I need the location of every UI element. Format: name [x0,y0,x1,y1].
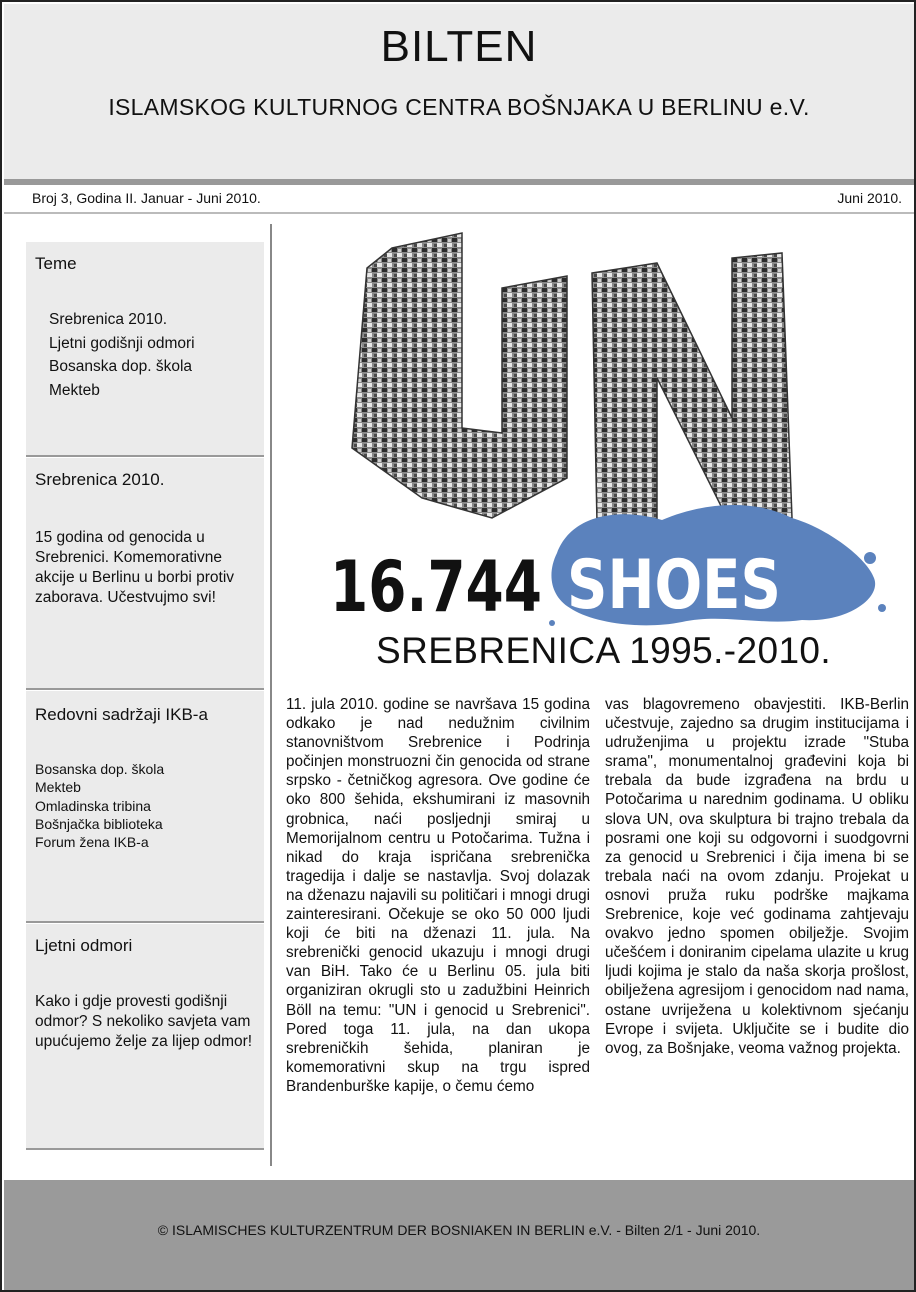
sidebar-box-srebrenica [26,458,264,690]
masthead-divider [4,179,914,185]
masthead [4,4,914,180]
article-column-left: 11. jula 2010. godine se navršava 15 godina odkako je nad nedužnim civilnim stanovništvom Srebrenice i Podrinja počinjen monstruozni čin genocida od strane srpsko - četničkog agresora. Ove godine će oko 800 šehida, ekshumirani iz masovnih grobnica, naći posljednji smiraj u Memorijalnom centru u Potočarima. Tužna i nikad do kraja ispričana srebrenička tragedija i dalje se nastavlja. Svoj dolazak na dženazu najavili su političari i mnogi drugi zainteresirani. Očekuje se oko 50 000 ljudi koji će biti na dženazi 11. jula. Na srebrenički genocid ukazuju i mnogi drugi van BiH. Tako će u Berlinu 05. jula biti organiziran okrugli sto u zadužbini Heinrich Böll na temu: "UN i genocid u Srebrenici". Pored toga 11. jula, na dan ukopa srebreničkih šehida, planiran je komemorativni skup na trgu ispred Brandenburške kapije, o čemu ćemo [286,696,590,1095]
newsletter-title: BILTEN [380,22,538,71]
hero-caption: SREBRENICA 1995.-2010. [376,630,832,671]
issue-divider [4,212,914,214]
un-letters-sculpture [352,233,792,528]
sidebar-text-srebrenica: 15 godina od genocida u Srebrenici. Komemorativne akcije u Berlinu u borbi protiv zaborava. Učestvujmo svi! [35,529,235,606]
regular-item-dopunska-skola: Bosanska dop. škola [35,761,165,777]
shoes-word: SHOES [567,546,781,625]
topic-item-srebrenica[interactable]: Srebrenica 2010. [49,311,168,328]
regular-item-omladinska-tribina: Omladinska tribina [35,797,151,814]
article-column-right: vas blagovremeno obavjestiti. IKB-Berlin učestvuje, zajedno sa drugim institucijama i udruženjima u projektu izrade "Stuba srama", monumentalnoj građevini koja bi trebala da bude izgrađena na brdu u Potočarima u narednim godinama. U obliku slova UN, ova skulptura bi trajno trebala da posrami one koji su odgovorni i suodgovrni za genocid u Srebrenici i čija imena bi se trebala naći na ovom zdanju. Projekat u osnovi pruža ruku podrške majkama Srebrenice, koje već godinama zahtjevaju ovakvo jedno spomen obilježje. Svojim učešćem i doniranim cipelama ulazite u krug ljudi kojima je stalo da naša skorja prošlost, obilježena agresijom i genocidom nad nama, ostane uvriježena u kolektivnom sjećanju Evrope i svijeta. Uključite se i budite dio ovog, za Bošnjake, veoma važnog projekta. [605,696,909,1057]
regular-item-biblioteka: Bošnjačka biblioteka [35,815,163,832]
regular-content-list [35,760,164,851]
footer [4,1180,914,1290]
issue-date: Juni 2010. [837,190,902,206]
topic-item-ljetni-odmori[interactable]: Ljetni godišnji odmori [49,334,195,352]
issue-info: Broj 3, Godina II. Januar - Juni 2010. [32,190,261,206]
sidebar [26,242,264,1152]
sidebar-text-ljetni: Kako i gdje provesti godišnji odmor? S nekoliko savjeta vam upućujemo želje za lijep odmor! [35,993,253,1050]
splash-droplet [864,552,876,564]
sidebar-box-redovni [26,691,264,923]
sidebar-title-teme: Teme [35,254,77,273]
sidebar-title-redovni: Redovni sadržaji IKB-a [35,705,208,724]
sidebar-title-ljetni: Ljetni odmori [35,936,133,955]
shoes-count: 16.744 [330,546,542,628]
sidebar-box-ljetni [26,924,264,1150]
letter-u-sculpture [352,233,567,518]
footer-copyright: © ISLAMISCHES KULTURZENTRUM DER BOSNIAKEN IN BERLIN e.V. - Bilten 2/1 - Juni 2010. [157,1222,761,1238]
sidebar-box-teme [26,242,264,457]
column-divider [270,224,272,1166]
regular-item-forum-zena: Forum žena IKB-a [35,834,149,851]
topic-item-dopunska-skola[interactable]: Bosanska dop. škola [49,358,193,375]
un-shoes-illustration [322,228,892,638]
sidebar-title-srebrenica: Srebrenica 2010. [35,470,165,489]
newsletter-subtitle: ISLAMSKOG KULTURNOG CENTRA BOŠNJAKA U BERLINU e.V. [108,94,810,120]
splash-droplet [549,620,555,626]
topics-list [49,308,195,402]
topic-item-mekteb[interactable]: Mekteb [49,381,100,399]
splash-droplet [878,604,886,612]
regular-item-mekteb: Mekteb [35,779,81,796]
letter-n-sculpture [592,253,792,528]
hero-image [322,228,892,638]
